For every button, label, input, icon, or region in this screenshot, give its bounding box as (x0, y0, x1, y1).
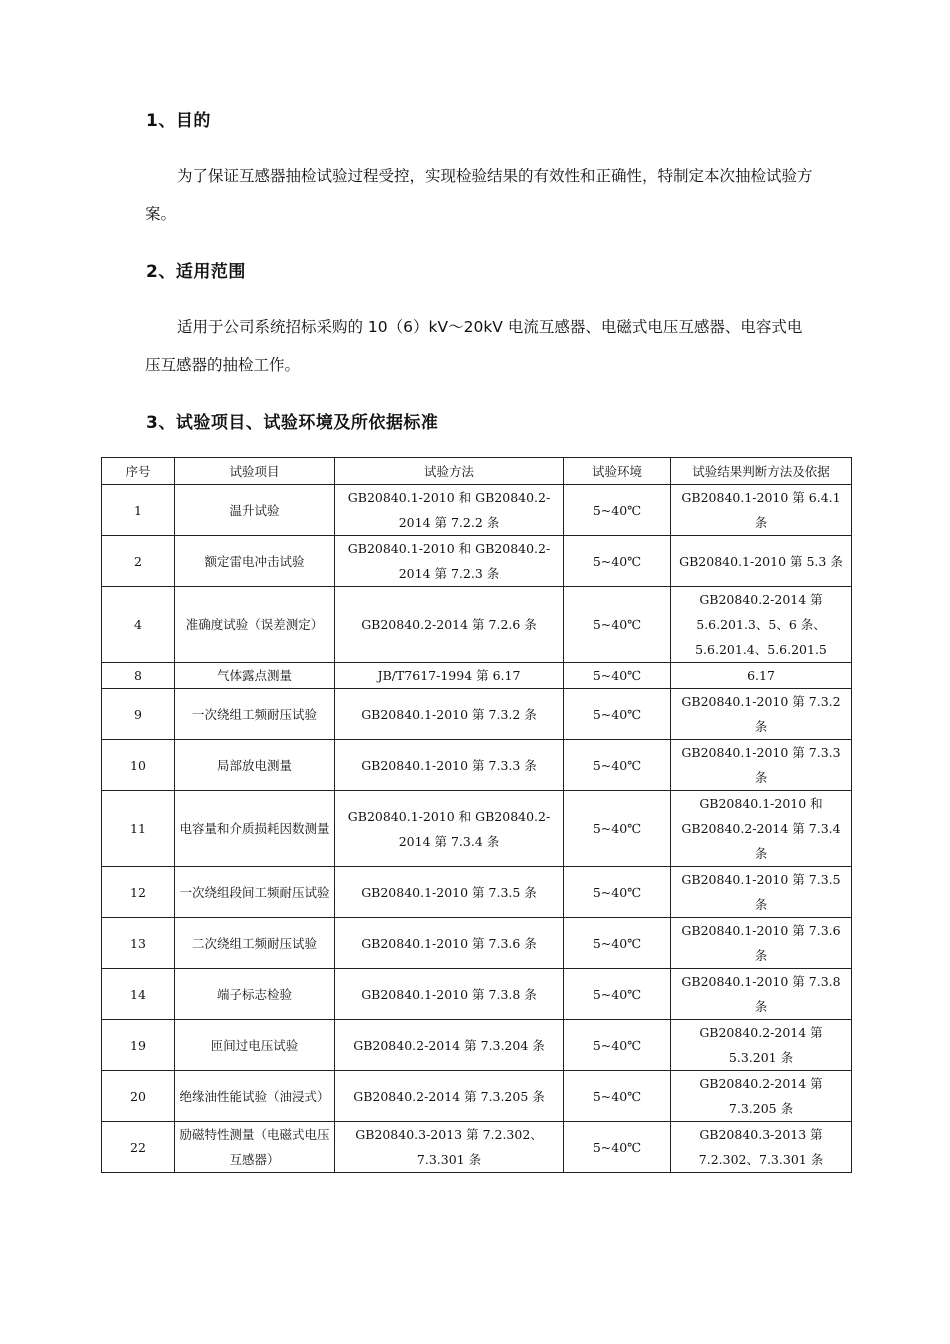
cell-basis: GB20840.3-2013 第 7.2.302、7.3.301 条 (671, 1122, 852, 1173)
cell-environment: 5~40℃ (564, 587, 671, 663)
cell-basis: GB20840.1-2010 第 7.3.3 条 (671, 740, 852, 791)
cell-environment: 5~40℃ (564, 1122, 671, 1173)
cell-method: JB/T7617-1994 第 6.17 (335, 663, 564, 689)
table-row (102, 969, 852, 1020)
cell-method: GB20840.3-2013 第 7.2.302、7.3.301 条 (335, 1122, 564, 1173)
table-row (102, 536, 852, 587)
test-items-table (101, 457, 852, 1173)
cell-no: 14 (102, 969, 175, 1020)
cell-method: GB20840.1-2010 第 7.3.2 条 (335, 689, 564, 740)
header-no: 序号 (102, 458, 175, 485)
cell-basis: GB20840.1-2010 第 7.3.6 条 (671, 918, 852, 969)
section-heading-purpose: 1、目的 (146, 111, 211, 131)
cell-no: 12 (102, 867, 175, 918)
cell-item: 绝缘油性能试验（油浸式） (175, 1071, 335, 1122)
cell-environment: 5~40℃ (564, 663, 671, 689)
cell-basis: GB20840.2-2014 第 5.3.201 条 (671, 1020, 852, 1071)
table-row (102, 689, 852, 740)
cell-no: 10 (102, 740, 175, 791)
cell-no: 13 (102, 918, 175, 969)
table-body (102, 485, 852, 1173)
cell-no: 22 (102, 1122, 175, 1173)
cell-method: GB20840.1-2010 第 7.3.6 条 (335, 918, 564, 969)
cell-no: 8 (102, 663, 175, 689)
cell-item: 端子标志检验 (175, 969, 335, 1020)
cell-method: GB20840.1-2010 和 GB20840.2-2014 第 7.2.3 条 (335, 536, 564, 587)
cell-environment: 5~40℃ (564, 1020, 671, 1071)
cell-environment: 5~40℃ (564, 485, 671, 536)
table-row (102, 867, 852, 918)
cell-environment: 5~40℃ (564, 740, 671, 791)
header-basis: 试验结果判断方法及依据 (671, 458, 852, 485)
cell-basis: GB20840.1-2010 第 7.3.8 条 (671, 969, 852, 1020)
cell-item: 励磁特性测量（电磁式电压互感器） (175, 1122, 335, 1173)
cell-method: GB20840.1-2010 第 7.3.3 条 (335, 740, 564, 791)
cell-basis: GB20840.1-2010 第 5.3 条 (671, 536, 852, 587)
cell-item: 温升试验 (175, 485, 335, 536)
cell-method: GB20840.1-2010 和 GB20840.2-2014 第 7.2.2 条 (335, 485, 564, 536)
table-row (102, 587, 852, 663)
cell-basis: GB20840.1-2010 第 7.3.2 条 (671, 689, 852, 740)
cell-no: 1 (102, 485, 175, 536)
cell-basis: GB20840.1-2010 和 GB20840.2-2014 第 7.3.4 条 (671, 791, 852, 867)
cell-no: 20 (102, 1071, 175, 1122)
table-header-row (102, 458, 852, 485)
cell-basis: GB20840.2-2014 第 5.6.201.3、5、6 条、5.6.201.4、5.6.201.5 (671, 587, 852, 663)
section-body-scope: 适用于公司系统招标采购的 10（6）kV～20kV 电流互感器、电磁式电压互感器、电容式电压互感器的抽检工作。 (145, 318, 803, 374)
cell-basis: GB20840.1-2010 第 7.3.5 条 (671, 867, 852, 918)
cell-method: GB20840.1-2010 和 GB20840.2-2014 第 7.3.4 条 (335, 791, 564, 867)
section-body-purpose: 为了保证互感器抽检试验过程受控，实现检验结果的有效性和正确性，特制定本次抽检试验方案。 (145, 167, 813, 223)
cell-item: 一次绕组段间工频耐压试验 (175, 867, 335, 918)
cell-item: 局部放电测量 (175, 740, 335, 791)
cell-environment: 5~40℃ (564, 689, 671, 740)
cell-method: GB20840.2-2014 第 7.3.204 条 (335, 1020, 564, 1071)
section-heading-scope: 2、适用范围 (146, 262, 246, 282)
cell-basis: 6.17 (671, 663, 852, 689)
cell-environment: 5~40℃ (564, 918, 671, 969)
table-row (102, 1020, 852, 1071)
cell-method: GB20840.2-2014 第 7.3.205 条 (335, 1071, 564, 1122)
table-row (102, 740, 852, 791)
header-environment: 试验环境 (564, 458, 671, 485)
table-row (102, 663, 852, 689)
cell-no: 19 (102, 1020, 175, 1071)
cell-basis: GB20840.2-2014 第 7.3.205 条 (671, 1071, 852, 1122)
cell-environment: 5~40℃ (564, 1071, 671, 1122)
cell-method: GB20840.1-2010 第 7.3.5 条 (335, 867, 564, 918)
cell-item: 准确度试验（误差测定） (175, 587, 335, 663)
cell-environment: 5~40℃ (564, 969, 671, 1020)
cell-item: 气体露点测量 (175, 663, 335, 689)
table-row (102, 485, 852, 536)
cell-item: 一次绕组工频耐压试验 (175, 689, 335, 740)
table-row (102, 1071, 852, 1122)
cell-environment: 5~40℃ (564, 867, 671, 918)
cell-no: 2 (102, 536, 175, 587)
cell-item: 二次绕组工频耐压试验 (175, 918, 335, 969)
header-method: 试验方法 (335, 458, 564, 485)
cell-item: 电容量和介质损耗因数测量 (175, 791, 335, 867)
table-row (102, 918, 852, 969)
cell-no: 9 (102, 689, 175, 740)
table-row (102, 791, 852, 867)
cell-no: 11 (102, 791, 175, 867)
cell-no: 4 (102, 587, 175, 663)
cell-basis: GB20840.1-2010 第 6.4.1 条 (671, 485, 852, 536)
cell-method: GB20840.1-2010 第 7.3.8 条 (335, 969, 564, 1020)
cell-environment: 5~40℃ (564, 536, 671, 587)
cell-item: 匝间过电压试验 (175, 1020, 335, 1071)
table-row (102, 1122, 852, 1173)
cell-environment: 5~40℃ (564, 791, 671, 867)
cell-method: GB20840.2-2014 第 7.2.6 条 (335, 587, 564, 663)
header-item: 试验项目 (175, 458, 335, 485)
section-heading-test-items: 3、试验项目、试验环境及所依据标准 (146, 413, 439, 433)
cell-item: 额定雷电冲击试验 (175, 536, 335, 587)
